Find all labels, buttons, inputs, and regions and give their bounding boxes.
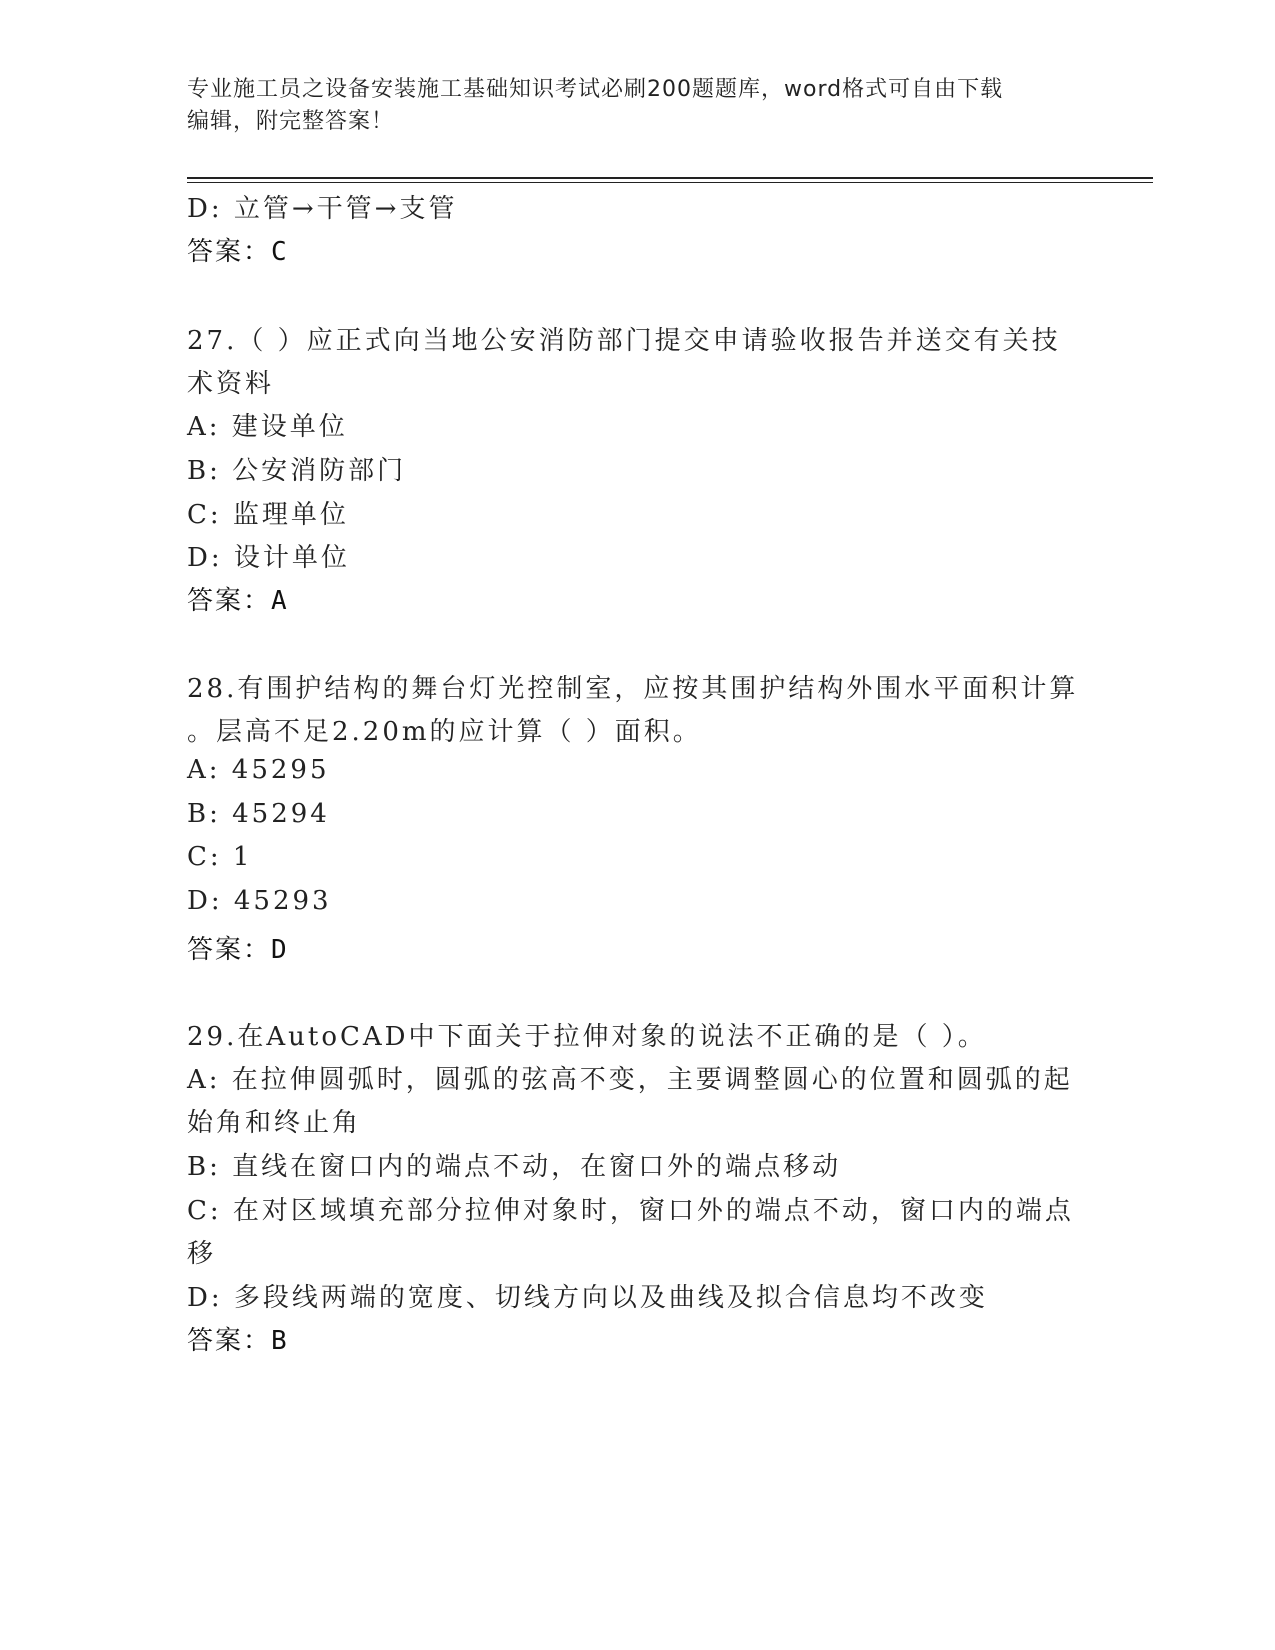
question-28-answer xyxy=(187,929,289,966)
question-27-option-b: B: 公安消防部门 xyxy=(187,456,407,486)
prev-answer xyxy=(187,231,289,268)
answer-label: 答案： xyxy=(187,1326,272,1356)
question-29-option-b: B: 直线在窗口内的端点不动，在窗口外的端点移动 xyxy=(187,1152,842,1182)
answer-label: 答案： xyxy=(187,935,272,965)
question-27-stem-line1: 27.（ ）应正式向当地公安消防部门提交申请验收报告并送交有关技 xyxy=(187,326,1061,356)
question-29-option-a-line2: 始角和终止角 xyxy=(187,1108,362,1138)
answer-value: A xyxy=(271,586,289,616)
answer-value: D xyxy=(271,935,289,965)
question-27-answer xyxy=(187,580,289,617)
question-29-option-a-line1: A: 在拉伸圆弧时，圆弧的弦高不变，主要调整圆心的位置和圆弧的起 xyxy=(187,1065,1073,1095)
question-29-answer xyxy=(187,1320,289,1357)
question-28-option-d: D: 45293 xyxy=(187,886,332,916)
header-divider-thick xyxy=(187,177,1153,179)
question-27-stem-line2: 术资料 xyxy=(187,369,275,399)
question-28-stem-line2: 。层高不足2.20m的应计算（ ）面积。 xyxy=(187,717,702,747)
answer-label: 答案： xyxy=(187,237,272,267)
question-28-option-a: A: 45295 xyxy=(187,755,330,785)
question-28-option-b: B: 45294 xyxy=(187,799,330,829)
prev-option-d: D: 立管→干管→支管 xyxy=(187,194,458,224)
question-29-option-c-line2: 移 xyxy=(187,1239,217,1269)
answer-label: 答案： xyxy=(187,586,272,616)
question-28-stem-line1: 28.有围护结构的舞台灯光控制室，应按其围护结构外围水平面积计算 xyxy=(187,674,1079,704)
document-header xyxy=(187,74,1087,138)
question-27-option-d: D: 设计单位 xyxy=(187,543,350,573)
answer-value: B xyxy=(271,1326,289,1356)
question-29-option-d: D: 多段线两端的宽度、切线方向以及曲线及拟合信息均不改变 xyxy=(187,1283,988,1313)
question-27-option-c: C: 监理单位 xyxy=(187,500,349,530)
question-27-option-a: A: 建设单位 xyxy=(187,412,348,442)
header-title-line1: 专业施工员之设备安装施工基础知识考试必刷200题题库，word格式可自由下载 xyxy=(187,77,1004,102)
answer-value: C xyxy=(271,237,289,267)
header-divider-thin xyxy=(187,182,1153,183)
question-29-option-c-line1: C: 在对区域填充部分拉伸对象时，窗口外的端点不动，窗口内的端点 xyxy=(187,1196,1074,1226)
question-28-option-c: C: 1 xyxy=(187,842,253,872)
question-29-stem-line1: 29.在AutoCAD中下面关于拉伸对象的说法不正确的是（ ）。 xyxy=(187,1022,987,1052)
header-title-line2: 编辑，附完整答案！ xyxy=(187,109,395,134)
